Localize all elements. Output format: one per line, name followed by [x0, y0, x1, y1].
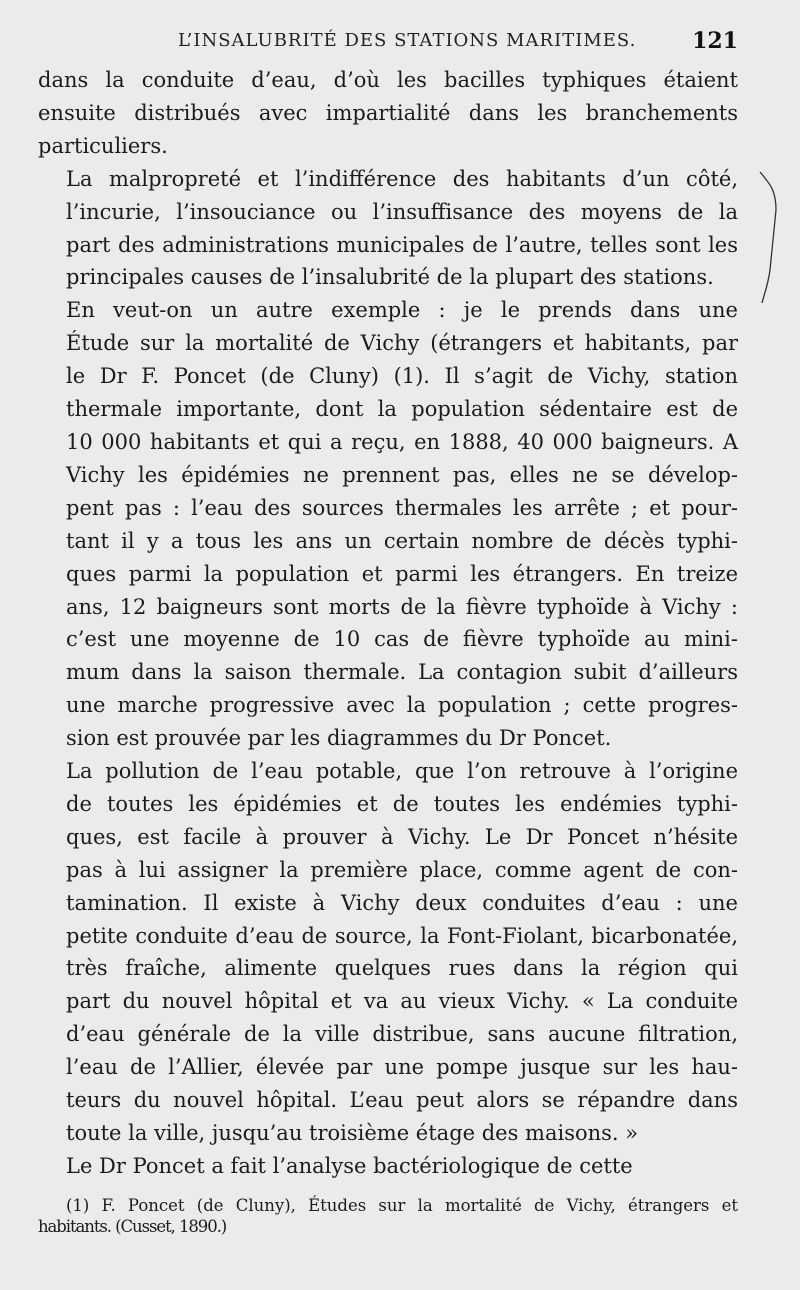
paragraph	[38, 1150, 738, 1183]
text-line: principales causes de l’insalubrité de la plupart des stations.	[66, 265, 714, 290]
footnotes	[38, 1195, 738, 1237]
text-line: dans la conduite d’eau, d’où les bacilles typhiques étaient	[38, 68, 738, 92]
text-line: teurs du nouvel hôpital. L’eau peut alors se répandre dans	[66, 1088, 738, 1113]
text-line: très fraîche, alimente quelques rues dans la région qui	[66, 956, 738, 981]
text-line: une marche progressive avec la population ; cette progres-	[66, 693, 738, 718]
text-line: Étude sur la mortalité de Vichy (étrangers et habitants, par	[66, 331, 738, 356]
text-line: petite conduite d’eau de source, la Font-Fiolant, bicarbonatée,	[66, 923, 738, 948]
footnote-line: habitants. (Cusset, 1890.)	[38, 1216, 227, 1236]
running-header	[38, 30, 738, 64]
text-line: thermale importante, dont la population sédentaire est de	[66, 397, 738, 422]
text-line: Le Dr Poncet a fait l’analyse bactériologique de cette	[66, 1153, 633, 1178]
text-line: toute la ville, jusqu’au troisième étage des maisons. »	[66, 1121, 639, 1145]
text-line: La pollution de l’eau potable, que l’on retrouve à l’origine	[66, 759, 738, 784]
text-line: La malpropreté et l’indifférence des habitants d’un côté,	[66, 166, 738, 191]
text-line: 10 000 habitants et qui a reçu, en 1888, 40 000 baigneurs. A	[66, 429, 738, 454]
text-line: part des administrations municipales de l’autre, telles sont les	[66, 232, 738, 257]
text-line: tant il y a tous les ans un certain nombre de décès typhi-	[66, 528, 738, 553]
text-line: le Dr F. Poncet (de Cluny) (1). Il s’agit de Vichy, station	[66, 364, 738, 389]
text-line: de toutes les épidémies et de toutes les endémies typhi-	[66, 791, 738, 816]
text-line: ans, 12 baigneurs sont morts de la fièvre typhoïde à Vichy :	[66, 594, 738, 619]
text-line: particuliers.	[38, 133, 168, 158]
body-text	[38, 64, 738, 1183]
page-number: 121	[692, 28, 738, 54]
text-line: ensuite distribués avec impartialité dans les branchements	[38, 100, 738, 125]
paragraph	[38, 755, 738, 1150]
text-line: d’eau générale de la ville distribue, sans aucune filtration,	[66, 1022, 738, 1047]
margin-bracket-mark	[756, 170, 784, 305]
text-line: c’est une moyenne de 10 cas de fièvre typhoïde au mini-	[66, 627, 738, 652]
document-page	[38, 30, 738, 1237]
text-line: ques parmi la population et parmi les étrangers. En treize	[66, 561, 738, 586]
paragraph	[38, 163, 738, 295]
text-line: tamination. Il existe à Vichy deux conduites d’eau : une	[66, 890, 738, 915]
text-line: pas à lui assigner la première place, comme agent de con-	[66, 857, 738, 882]
text-line: l’incurie, l’insouciance ou l’insuffisance des moyens de la	[66, 199, 738, 224]
text-line: part du nouvel hôpital et va au vieux Vichy. « La conduite	[66, 989, 738, 1014]
text-line: ques, est facile à prouver à Vichy. Le Dr Poncet n’hésite	[66, 824, 738, 849]
footnote	[38, 1195, 738, 1237]
paragraph	[38, 64, 738, 163]
text-line: pent pas : l’eau des sources thermales les arrête ; et pour-	[66, 495, 738, 520]
footnote-line: (1) F. Poncet (de Cluny), Études sur la mortalité de Vichy, étrangers et	[66, 1195, 738, 1215]
text-line: En veut-on un autre exemple : je le prends dans une	[66, 298, 738, 323]
text-line: mum dans la saison thermale. La contagion subit d’ailleurs	[66, 660, 738, 685]
text-line: Vichy les épidémies ne prennent pas, elles ne se dévelop-	[66, 462, 738, 487]
text-line: sion est prouvée par les diagrammes du Dr Poncet.	[66, 726, 612, 751]
paragraph	[38, 294, 738, 755]
text-line: l’eau de l’Allier, élevée par une pompe jusque sur les hau-	[66, 1055, 738, 1080]
running-title: L’INSALUBRITÉ DES STATIONS MARITIMES.	[178, 30, 637, 51]
